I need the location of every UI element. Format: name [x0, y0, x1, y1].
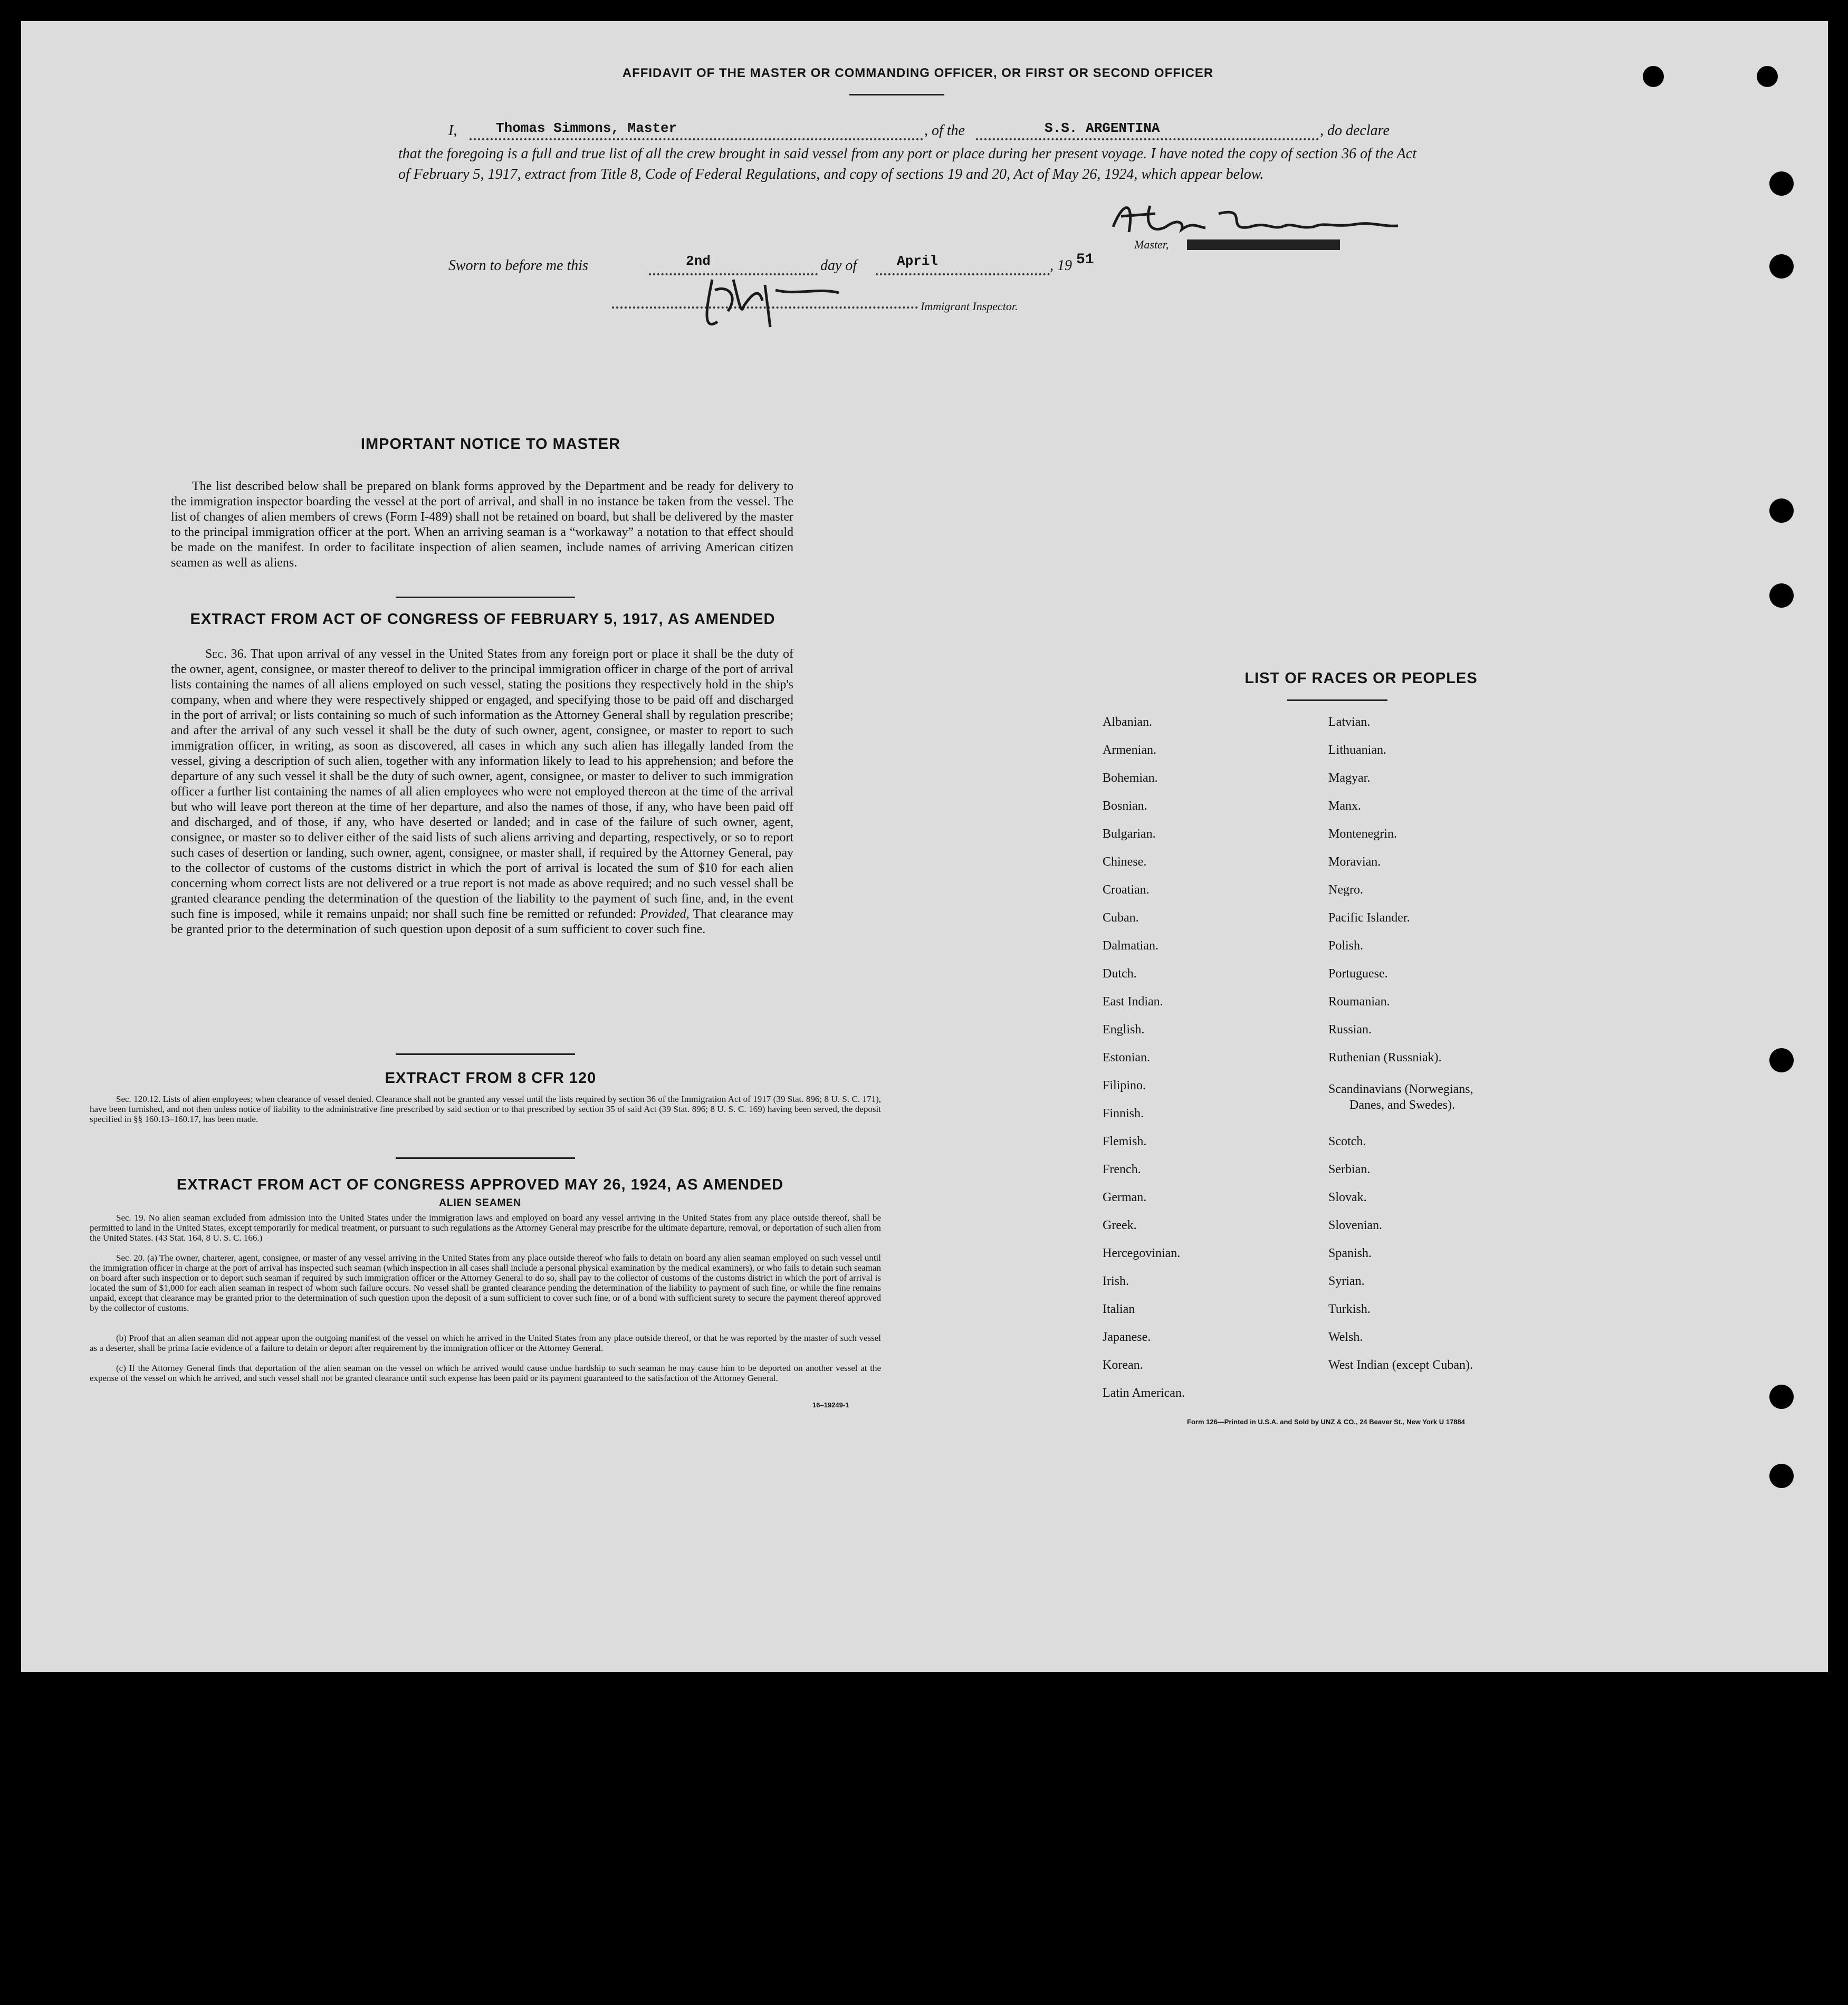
race-item: Moravian.	[1328, 855, 1381, 869]
race-item: Flemish.	[1103, 1135, 1147, 1148]
cfr-title: EXTRACT FROM 8 CFR 120	[385, 1070, 597, 1087]
race-item: Hercegovinian.	[1103, 1246, 1181, 1260]
divider	[1287, 699, 1387, 701]
sec-19-text: Sec. 19. No alien seaman excluded from admission into the United States under the immigration laws and employed on board any vessel arriving in the United States from any place outside thereof, shall be permitted to land in the United States, except temporarily for medical treatment, or pursuant to such regulations as the Attorney General may prescribe for the ultimate departure, removal, or deportation of such alien from the United States. (43 Stat. 164, 8 U. S. C. 166.)	[90, 1213, 881, 1243]
extract-1917-title: EXTRACT FROM ACT OF CONGRESS OF FEBRUARY 5, 1917, AS AMENDED	[190, 611, 775, 628]
extract-1917-text: Sec. 36. That upon arrival of any vessel in the United States from any foreign port or place it shall be the duty of the owner, agent, consignee, or master thereof to deliver to the principal immigration officer in charge of the port of arrival lists containing the names of all aliens employed on such vessel, stating the positions they respectively hold in the ship's company, when and where they were respectively shipped or engaged, and specifying those to be paid off and discharged in the port of arrival; or lists containing so much of such information as the Attorney General shall by regulation prescribe; and after the arrival of any such vessel it shall be the duty of such owner, agent, consignee, or master to report to such immigration officer, in writing, as soon as discovered, all cases in which any such alien has illegally landed from the vessel, giving a description of such alien, together with any information likely to lead to his apprehension; and before the departure of any such vessel it shall be the duty of such owner, agent, consignee, or master to deliver to such immigration officer a further list containing the names of all alien employees who were not employed thereon at the time of the arrival but who will leave port thereon at the time of her departure, and also the names of those, if any, who have been paid off and discharged, and of those, if any, who have deserted or landed; and in case of the failure of such owner, agent, consignee, or master so to deliver either of the said lists of such aliens arriving and departing, respectively, or so to report such cases of desertion or landing, such owner, agent, consignee, or master shall, if required by the Attorney General, pay to the collector of customs of the customs district in which the port of arrival is located the sum of $10 for each alien concerning whom correct lists are not delivered or a true report is not made as above required; and no such vessel shall be granted clearance pending the determination of the question of the liability to the payment of such fine, and, in the event such fine is imposed, while it remains unpaid; nor shall such fine be remitted or refunded: Provided, That clearance may be granted prior to the determination of such question upon deposit of a sum sufficient to cover such fine.	[171, 647, 794, 936]
race-item: Korean.	[1103, 1358, 1143, 1372]
races-title: LIST OF RACES OR PEOPLES	[1244, 670, 1478, 687]
race-item: Roumanian.	[1328, 995, 1390, 1009]
binder-hole	[1757, 66, 1778, 87]
race-item: Ruthenian (Russniak).	[1328, 1051, 1442, 1064]
race-item: Pacific Islander.	[1328, 911, 1410, 925]
race-item: Armenian.	[1103, 743, 1156, 757]
document-page	[21, 21, 1828, 1672]
race-item: Negro.	[1328, 883, 1363, 897]
binder-hole	[1769, 1464, 1794, 1488]
race-item: Filipino.	[1103, 1079, 1146, 1092]
year-prefix: , 19	[1050, 257, 1072, 274]
divider	[396, 1157, 575, 1159]
race-item: Montenegrin.	[1328, 827, 1397, 841]
extract-1924-title: EXTRACT FROM ACT OF CONGRESS APPROVED MAY 26, 1924, AS AMENDED	[176, 1176, 784, 1193]
race-item: Danes, and Swedes).	[1349, 1098, 1455, 1112]
race-item: Russian.	[1328, 1023, 1372, 1037]
binder-hole	[1643, 66, 1664, 87]
race-item: Portuguese.	[1328, 967, 1388, 981]
race-item: Magyar.	[1328, 771, 1371, 785]
race-item: Serbian.	[1328, 1163, 1371, 1176]
race-item: Chinese.	[1103, 855, 1147, 869]
day-of-label: day of	[820, 257, 857, 274]
binder-hole	[1769, 1048, 1794, 1072]
notice-title: IMPORTANT NOTICE TO MASTER	[360, 436, 621, 453]
race-item: Scandinavians (Norwegians,	[1328, 1082, 1473, 1096]
inspector-signature	[691, 269, 860, 338]
sec-20a-text: Sec. 20. (a) The owner, charterer, agent, consignee, or master of any vessel arriving in the United States from any place outside thereof who fails to detain on board any alien seaman employed on such vessel until the immigration officer in charge at the port of arrival has inspected such seaman (which inspection in all cases shall include a personal physical examination by the medical examiners), or who fails to detain such seaman on board after such inspection or to deport such seaman if required by such immigration officer or the Attorney General to do so, shall pay to the collector of customs of the customs district in which the port of arrival is located the sum of $1,000 for each alien seaman in respect of whom such failure occurs. No vessel shall be granted clearance pending the determination of the liability to payment of such fine, or while the fine remains unpaid, except that clearance may be granted prior to the determination of such question upon the deposit of a sum sufficient to cover such fine, or of a bond with sufficient surety to secure the payment thereof approved by the collector of customs.	[90, 1253, 881, 1313]
race-item: Latvian.	[1328, 715, 1371, 729]
cfr-text: Sec. 120.12. Lists of alien employees; when clearance of vessel denied. Clearance shall not be granted any vessel until the lists required by section 36 of the Immigration Act of 1917 (39 Stat. 896; 8 U. S. C. 171), have been furnished, and not then unless notice of liability to the administrative fine prescribed by said section or to that prescribed by section 35 of said Act (39 Stat. 896; 8 U. S. C. 169) having been served, the deposit specified in §§ 160.13–160.17, has been made.	[90, 1094, 881, 1124]
race-item: English.	[1103, 1023, 1145, 1037]
race-item: Spanish.	[1328, 1246, 1372, 1260]
race-item: Japanese.	[1103, 1330, 1151, 1344]
race-item: Italian	[1103, 1302, 1135, 1316]
form-footer: Form 126—Printed in U.S.A. and Sold by UNZ & CO., 24 Beaver St., New York U 17884	[1187, 1418, 1465, 1426]
affidavit-title: AFFIDAVIT OF THE MASTER OR COMMANDING OFFICER, OR FIRST OR SECOND OFFICER	[622, 66, 1214, 80]
divider	[396, 597, 575, 598]
master-name: Thomas Simmons, Master	[496, 120, 677, 136]
form-code: 16–19249-1	[812, 1401, 849, 1409]
race-item: Syrian.	[1328, 1274, 1365, 1288]
race-item: Croatian.	[1103, 883, 1150, 897]
binder-hole	[1769, 498, 1794, 523]
redaction-bar	[1187, 239, 1340, 250]
race-item: Scotch.	[1328, 1135, 1366, 1148]
of-the-label: , of the	[924, 122, 965, 139]
race-item: Irish.	[1103, 1274, 1129, 1288]
sworn-label: Sworn to before me this	[448, 257, 588, 274]
race-item: West Indian (except Cuban).	[1328, 1358, 1473, 1372]
race-item: Cuban.	[1103, 911, 1139, 925]
binder-hole	[1769, 1385, 1794, 1409]
race-item: Slovak.	[1328, 1191, 1367, 1204]
day-value: 2nd	[686, 253, 711, 269]
race-item: Latin American.	[1103, 1386, 1185, 1400]
do-declare-label: , do declare	[1320, 122, 1390, 139]
race-item: Turkish.	[1328, 1302, 1371, 1316]
binder-hole	[1769, 583, 1794, 608]
race-item: French.	[1103, 1163, 1141, 1176]
i-label: I,	[448, 122, 457, 139]
race-item: Lithuanian.	[1328, 743, 1386, 757]
month-value: April	[897, 253, 939, 269]
binder-hole	[1769, 171, 1794, 196]
affidavit-body: that the foregoing is a full and true list of all the crew brought in said vessel from any port or place during her present voyage. I have noted the copy of section 36 of the Act of February 5, 1917, extract from Title 8, Code of Federal Regulations, and copy of sections 19 and 20, Act of May 26, 1924, which appear below.	[398, 146, 1416, 183]
divider	[396, 1053, 575, 1055]
race-item: Estonian.	[1103, 1051, 1150, 1064]
race-item: Bosnian.	[1103, 799, 1147, 813]
master-label: Master,	[1134, 238, 1169, 251]
year-value: 51	[1076, 252, 1094, 268]
race-item: Greek.	[1103, 1219, 1137, 1232]
extract-1924-subtitle: ALIEN SEAMEN	[439, 1197, 521, 1208]
binder-hole	[1769, 254, 1794, 279]
vessel-name: S.S. ARGENTINA	[1045, 120, 1160, 136]
race-item: Dalmatian.	[1103, 939, 1158, 953]
notice-text: The list described below shall be prepared on blank forms approved by the Department and be ready for delivery to the immigration inspector boarding the vessel at the port of arrival, and shall in no instance be taken from the vessel. The list of changes of alien members of crews (Form I-489) shall not be retained on board, but shall be delivered by the master to the principal immigration officer at the port. When an arriving seaman is a “workaway” a notation to that effect should be made on the manifest. In order to facilitate inspection of alien seamen, include names of arriving American citizen seamen as well as aliens.	[171, 479, 793, 570]
race-item: German.	[1103, 1191, 1147, 1204]
race-item: Welsh.	[1328, 1330, 1363, 1344]
race-item: Manx.	[1328, 799, 1361, 813]
race-item: Finnish.	[1103, 1107, 1144, 1120]
sec-20b-text: (b) Proof that an alien seaman did not appear upon the outgoing manifest of the vessel on which he arrived in the United States from any place outside thereof, or that he was reported by the master of such vessel as a deserter, shall be prima facie evidence of a failure to detain or deport after requirement by the immigration officer or the Attorney General.	[90, 1333, 881, 1353]
race-item: East Indian.	[1103, 995, 1163, 1009]
race-item: Bohemian.	[1103, 771, 1158, 785]
race-item: Slovenian.	[1328, 1219, 1382, 1232]
sec-20c-text: (c) If the Attorney General finds that deportation of the alien seaman on the vessel on which he arrived would cause undue hardship to such seaman he may cause him to be deported on another vessel at the expense of the vessel on which he arrived, and such vessel shall not be granted clearance until such expense has been paid or its payment guaranteed to the satisfaction of the Attorney General.	[90, 1363, 881, 1383]
race-item: Polish.	[1328, 939, 1364, 953]
divider	[849, 94, 944, 95]
race-item: Dutch.	[1103, 967, 1137, 981]
race-item: Albanian.	[1103, 715, 1152, 729]
race-item: Bulgarian.	[1103, 827, 1156, 841]
inspector-label: Immigrant Inspector.	[921, 300, 1018, 313]
